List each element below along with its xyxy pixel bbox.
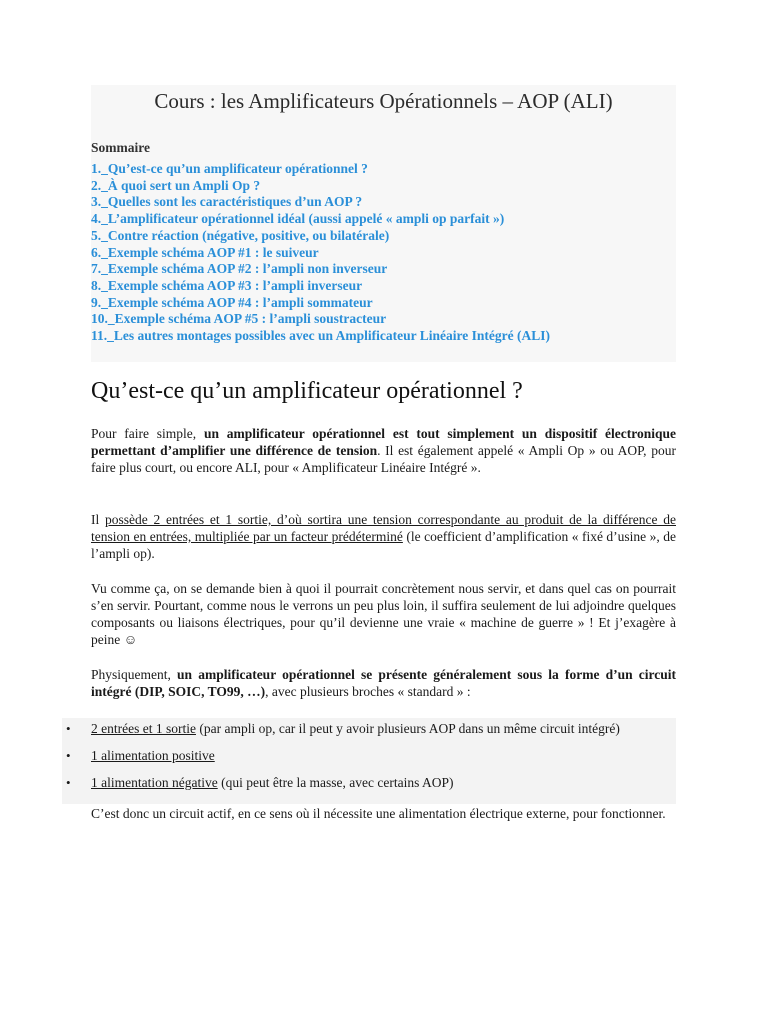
toc-link-9[interactable]: 9._Exemple schéma AOP #4 : l’ampli sommateur bbox=[91, 294, 373, 310]
p1-text-c: . Il est également appelé « Ampli Op » ou AOP, pour faire plus court, ou encore ALI, pour « Amplificateur Linéaire Intégré ». bbox=[91, 443, 676, 475]
bullet-icon: • bbox=[66, 775, 71, 790]
section-heading: Qu’est-ce qu’un amplificateur opérationnel ? bbox=[91, 378, 523, 404]
table-of-contents bbox=[91, 85, 676, 362]
paragraph-usage: Vu comme ça, on se demande bien à quoi il pourrait concrètement nous servir, et dans quel cas on pourrait s’en servir. Pourtant, comme nous le verrons un peu plus loin, il suffira seulement de lui adjoindre quelques composants ou liaisons électriques, pour qu’il devienne une vraie « machine de guerre » ! Et j’exagère à peine ☺ bbox=[91, 581, 676, 647]
list-item bbox=[62, 747, 676, 764]
list-item bbox=[62, 720, 676, 737]
toc-link-7[interactable]: 7._Exemple schéma AOP #2 : l’ampli non inverseur bbox=[91, 261, 388, 277]
p4-text-c: , avec plusieurs broches « standard » : bbox=[265, 684, 471, 699]
paragraph-active-circuit: C’est donc un circuit actif, en ce sens où il nécessite une alimentation électrique externe, pour fonctionner. bbox=[91, 806, 666, 821]
toc-link-8[interactable]: 8._Exemple schéma AOP #3 : l’ampli inverseur bbox=[91, 277, 363, 293]
bullet-3-rest: (qui peut être la masse, avec certains AOP) bbox=[217, 775, 454, 790]
p1-text-a: Pour faire simple, bbox=[91, 426, 204, 441]
toc-link-1[interactable]: 1._Qu’est-ce qu’un amplificateur opérationnel ? bbox=[91, 161, 368, 176]
paragraph-physical bbox=[91, 666, 676, 700]
toc-link-5[interactable]: 5._Contre réaction (négative, positive, ou bilatérale) bbox=[91, 227, 390, 243]
p4-text-a: Physiquement, bbox=[91, 667, 178, 682]
toc-list bbox=[91, 161, 550, 345]
p2-text-a: Il bbox=[91, 512, 105, 527]
toc-link-3[interactable]: 3._Quelles sont les caractéristiques d’un AOP ? bbox=[91, 194, 363, 210]
pins-list bbox=[62, 718, 676, 791]
p1-bold: un amplificateur opérationnel est tout simplement un dispositif électronique permettant d’amplifier une différence de tension bbox=[91, 426, 676, 458]
toc-link-2[interactable]: 2._À quoi sert un Ampli Op ? bbox=[91, 177, 261, 193]
p4-bold: un amplificateur opérationnel se présente généralement sous la forme d’un circuit intégré (DIP, SOIC, TO99, …) bbox=[91, 667, 676, 699]
course-title: Cours : les Amplificateurs Opérationnels – AOP (ALI) bbox=[154, 89, 613, 113]
bullet-3-underlined: 1 alimentation négative bbox=[91, 775, 218, 790]
toc-link-10[interactable]: 10._Exemple schéma AOP #5 : l’ampli soustracteur bbox=[91, 311, 387, 327]
toc-link-6[interactable]: 6._Exemple schéma AOP #1 : le suiveur bbox=[91, 244, 319, 260]
bullet-icon: • bbox=[66, 748, 71, 763]
bullet-1-rest: (par ampli op, car il peut y avoir plusieurs AOP dans un même circuit intégré) bbox=[195, 721, 620, 736]
bullet-1-underlined: 2 entrées et 1 sortie bbox=[91, 721, 196, 736]
bullet-2-underlined: 1 alimentation positive bbox=[91, 748, 215, 763]
toc-link-11[interactable]: 11._Les autres montages possibles avec un Amplificateur Linéaire Intégré (ALI) bbox=[91, 328, 550, 344]
p2-text-c: (le coefficient d’amplification « fixé d’usine », de l’ampli op). bbox=[91, 529, 676, 561]
toc-heading: Sommaire bbox=[91, 140, 150, 155]
bullet-icon: • bbox=[66, 721, 71, 736]
list-item bbox=[62, 774, 676, 791]
toc-link-4[interactable]: 4._L’amplificateur opérationnel idéal (aussi appelé « ampli op parfait ») bbox=[91, 211, 505, 227]
paragraph-definition bbox=[91, 425, 676, 476]
paragraph-inputs-outputs bbox=[91, 511, 676, 562]
p2-underlined: possède 2 entrées et 1 sortie, d’où sortira une tension correspondante au produit de la différence de tension en entrées, multipliée par un facteur prédéterminé bbox=[91, 512, 676, 544]
